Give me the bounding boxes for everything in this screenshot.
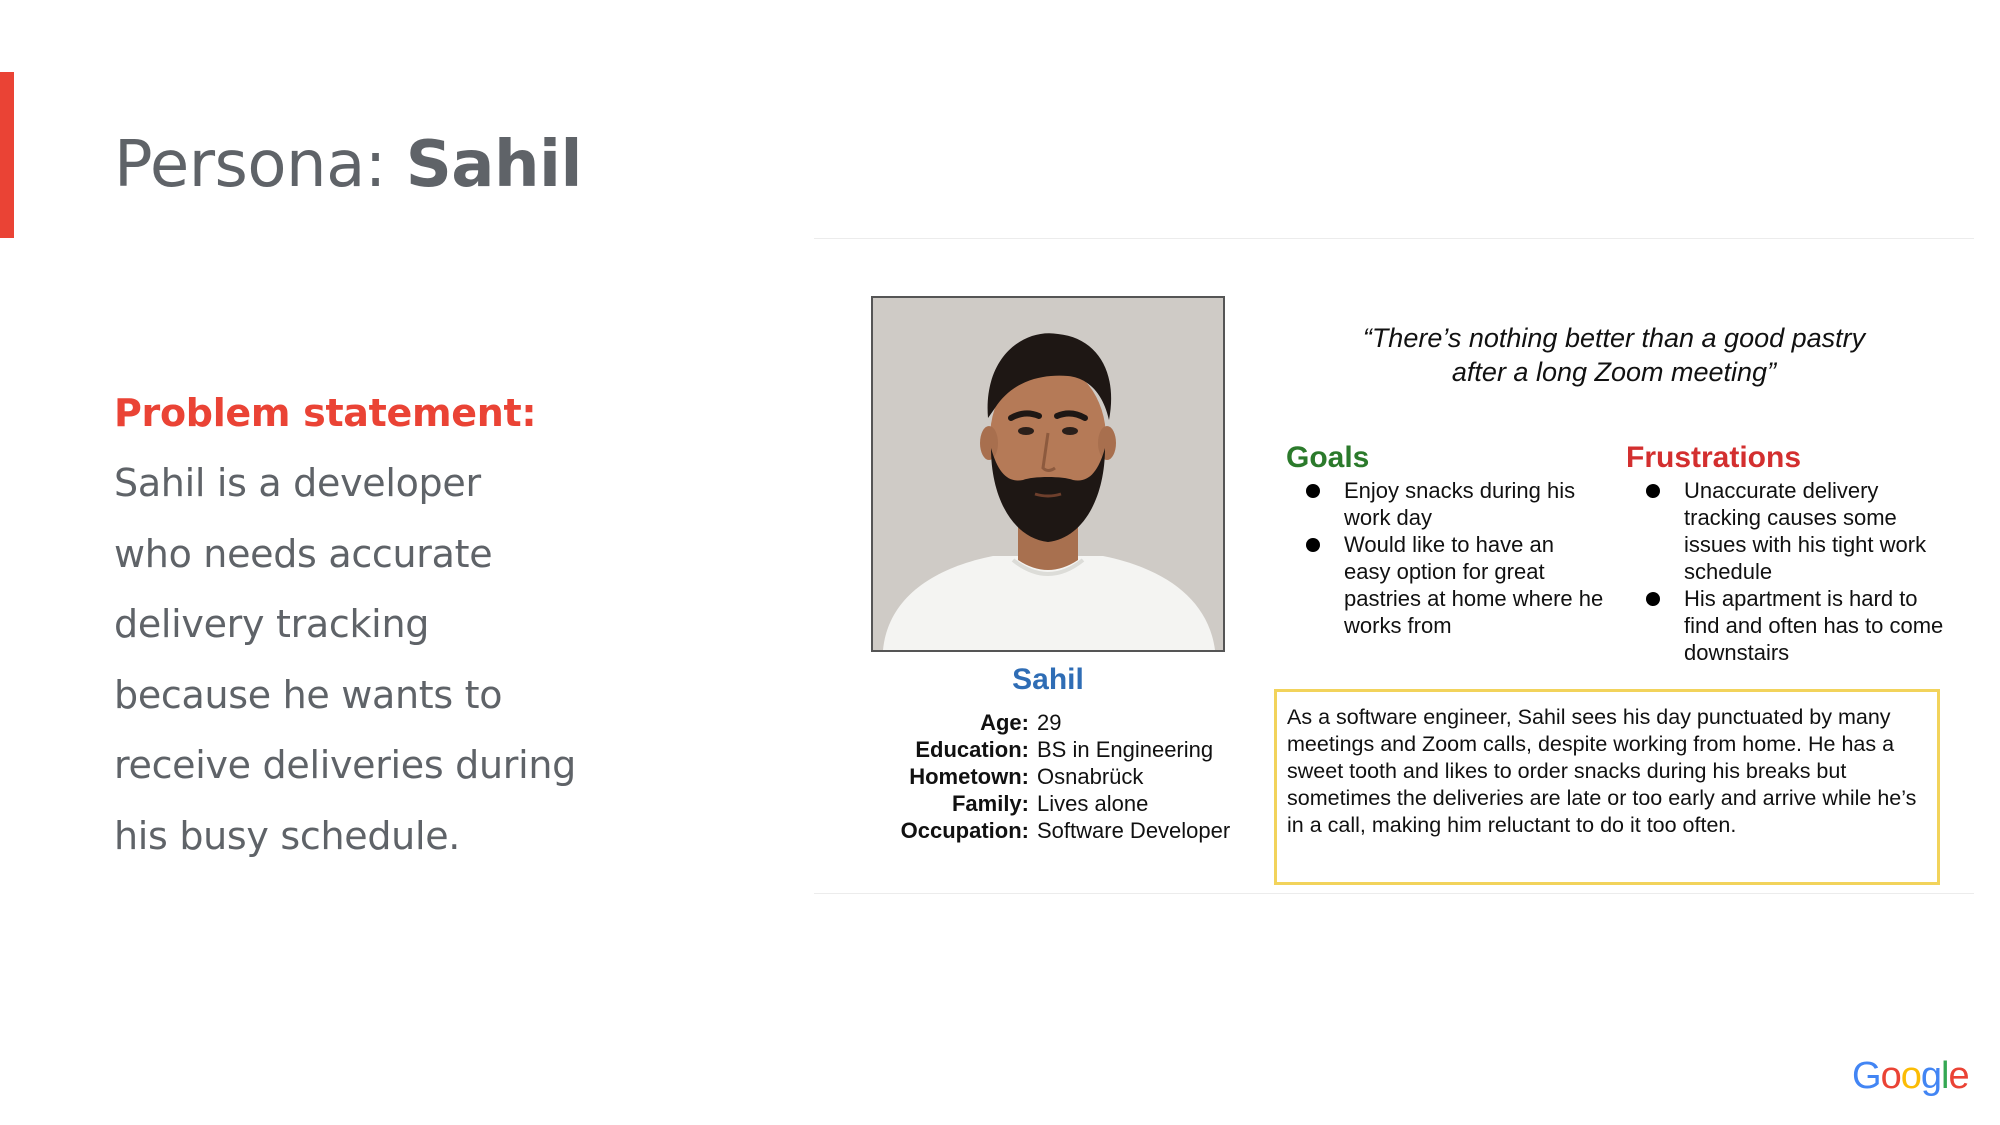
fact-value: 29	[1037, 710, 1062, 735]
slide-title	[114, 128, 582, 202]
frustrations-section	[1626, 439, 1946, 666]
logo-letter: g	[1920, 1055, 1941, 1097]
fact-value: Osnabrück	[1037, 764, 1144, 789]
persona-name: Sahil	[1012, 663, 1084, 696]
quote-line: “There’s nothing better than a good pastry	[1362, 323, 1866, 353]
problem-statement-line: Sahil is a developer	[114, 461, 481, 505]
person-portrait-icon	[873, 298, 1223, 650]
google-logo	[1852, 1055, 1969, 1098]
persona-facts	[854, 709, 1274, 844]
frustrations-list	[1626, 477, 1946, 666]
goals-list	[1286, 477, 1606, 639]
fact-row-family	[854, 790, 1274, 817]
problem-statement-line: who needs accurate	[114, 531, 493, 576]
fact-label: Education:	[915, 737, 1029, 762]
logo-letter: o	[1880, 1055, 1901, 1097]
fact-label: Family:	[951, 791, 1029, 816]
goal-item: Enjoy snacks during his work day	[1286, 477, 1606, 531]
logo-letter: e	[1948, 1055, 1969, 1097]
fact-row-age	[854, 709, 1274, 736]
problem-statement-line: his busy schedule.	[114, 813, 461, 858]
fact-value: Lives alone	[1037, 791, 1149, 816]
fact-label: Hometown:	[909, 764, 1029, 789]
fact-label: Occupation:	[900, 818, 1029, 843]
logo-letter: o	[1900, 1055, 1921, 1097]
fact-row-occupation	[854, 817, 1274, 844]
title-prefix: Persona:	[114, 128, 406, 202]
logo-letter: G	[1852, 1055, 1881, 1097]
persona-photo	[871, 296, 1225, 652]
fact-row-education	[854, 736, 1274, 763]
frustration-item: His apartment is hard to find and often has to come downstairs	[1626, 585, 1946, 666]
fact-value: BS in Engineering	[1037, 737, 1214, 762]
goals-heading: Goals	[1286, 441, 1370, 474]
accent-bar	[0, 72, 14, 238]
problem-statement-line: because he wants to	[114, 672, 503, 717]
title-persona-name: Sahil	[405, 128, 582, 202]
fact-label: Age:	[980, 710, 1029, 735]
goal-item: Would like to have an easy option for great pastries at home where he works from	[1286, 531, 1606, 639]
problem-statement-label: Problem statement:	[114, 391, 537, 435]
persona-quote	[1244, 321, 1984, 389]
persona-bio: As a software engineer, Sahil sees his day punctuated by many meetings and Zoom calls, despite working from home. He has a sweet tooth and likes to order snacks during his breaks but sometimes the deliveries are late or too early and arrive while he’s in a call, making him reluctant to do it too often.	[1274, 689, 1940, 885]
persona-card	[814, 238, 1974, 894]
fact-value: Software Developer	[1037, 818, 1231, 843]
frustrations-heading: Frustrations	[1626, 441, 1802, 474]
quote-line: after a long Zoom meeting”	[1451, 357, 1777, 387]
problem-statement-line: delivery tracking	[114, 602, 430, 646]
problem-statement-line: receive deliveries during	[114, 743, 576, 787]
logo-letter: l	[1940, 1055, 1949, 1097]
problem-statement	[114, 378, 634, 871]
fact-row-hometown	[854, 763, 1274, 790]
goals-section	[1286, 439, 1606, 639]
frustration-item: Unaccurate delivery tracking causes some issues with his tight work schedule	[1626, 477, 1946, 585]
